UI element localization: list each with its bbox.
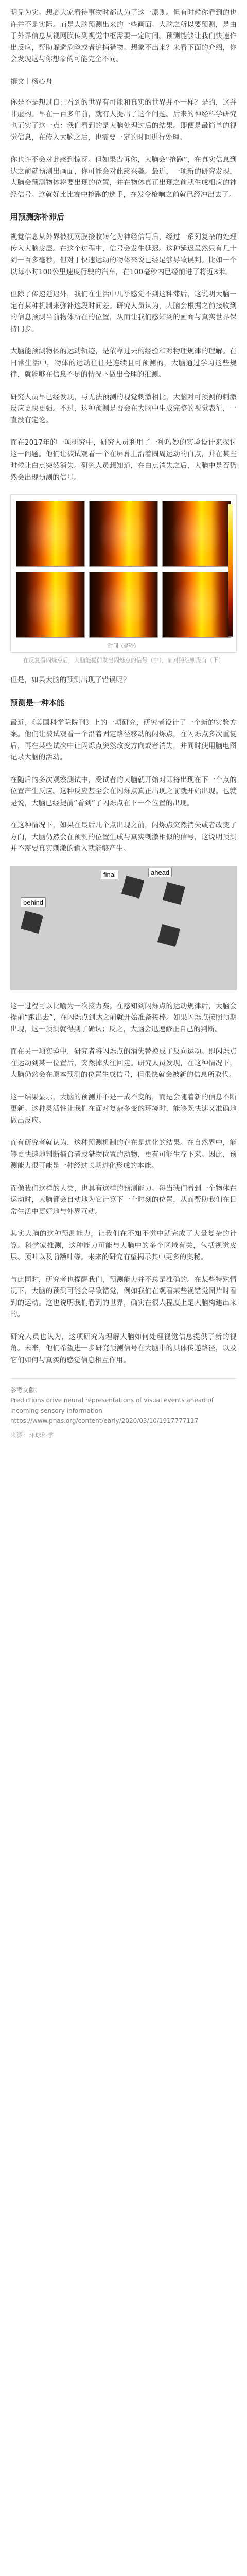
body-paragraph: 研究人员也认为，这项研究为理解大脑如何处理视觉信息提供了新的视角。未来，他们希望进一步研究预测信号在大脑中的具体传递路径，以及它们如何与真实的感觉信息相互作用。 xyxy=(10,1332,237,1364)
author-line: 撰文丨杨心舟 xyxy=(10,77,53,86)
body-paragraph: 你也许不会对此感到惊讶。但如果告诉你，大脑会“抢跑”，在真实信息到达之前就预测出画面，你可能会对此感兴趣。最近，一项新的研究发现，大脑会预测物体将要出现的位置，并在物体真正出现之前就生成相应的神经信号。这就好比比赛中抢跑的选手，在发令枪响之前就已经冲出去了。 xyxy=(10,156,237,199)
body-paragraph: 其实大脑的这种预测能力，让我们在不知不觉中就完成了大量复杂的计算。科学家推测，这种能力可能与大脑中的多个区域有关，包括视觉皮层、顶叶以及前额叶等。未来的研究有望揭示其中更多的奥秘。 xyxy=(10,1230,237,1261)
reference-link[interactable]: https://www.pnas.org/content/early/2020/03/10/1917777117 xyxy=(10,1417,199,1425)
body-paragraph: 大脑能预测物体的运动轨迹，是依靠过去的经验和对物理规律的理解。在日常生活中，物体的运动往往是连续且可预测的，大脑通过学习这些规律，就能够在信息不足的情况下做出合理的推测。 xyxy=(10,347,237,379)
body-paragraph: 而像我们这样的人类，也具有这样的预测能力。每当我们看到一个物体在运动时，大脑都会自动地为它计算下一个时刻的位置，从而帮助我们在日常生活中更好地与外界互动。 xyxy=(10,1184,237,1216)
label-final: final xyxy=(101,870,118,879)
heatmap-panel xyxy=(162,572,231,638)
body-paragraph: 你是不是想过自己看到的世界有可能和真实的世界并不一样？是的，这并非虚构。早在一百多年前，就有人提出了这个问题。后来的神经科学研究也证实了这一点：我们看到的是大脑处理过后的结果。即便是最简单的视觉信息，在传入大脑之后，也需要一定的时间进行处理。 xyxy=(10,98,237,142)
section-title-2: 预测是一种本能 xyxy=(10,698,65,707)
body-paragraph: 视觉信息从外界被视网膜接收转化为神经信号后，经过一系列复杂的处理传入大脑皮层。在这个过程中，信号会发生延迟。这种延迟虽然只有几十到一百多毫秒，但对于快速运动的物体来说已经足够导致误判。比如一个以每小时100公里速度行驶的汽车，在100毫秒内已经前进了将近3米。 xyxy=(10,233,237,276)
label-ahead: ahead xyxy=(148,868,172,877)
experiment-photo xyxy=(10,866,237,990)
figure-caption: 在反复看闪烁点后，大脑能提前发出闪烁点的信号（中），而对照组则没有（下） xyxy=(23,657,224,664)
axis-note: 时间（毫秒） xyxy=(108,643,139,649)
body-paragraph: 在这种情况下，如果在最后几个点出现之前，闪烁点突然消失或者改变了方向，大脑仍然会在预测的位置生成与真实刺激相似的信号，这说明预测并不需要真实刺激的输入就能够产生。 xyxy=(10,821,237,853)
body-paragraph: 这一结果显示，大脑的预测并不是一成不变的，而是会随着新的信息不断更新。这种灵活性让我们在面对复杂多变的环境时，能够既快速又准确地做出反应。 xyxy=(10,1093,237,1125)
stimulus-card xyxy=(21,910,43,933)
stimulus-card xyxy=(163,882,185,904)
stimulus-card xyxy=(157,924,180,946)
heatmap-panel xyxy=(89,572,158,638)
source-line: 来源：环球科学 xyxy=(10,1432,54,1439)
body-paragraph: 而在另一项实验中，研究者将闪烁点的消失替换成了反向运动。即闪烁点在运动到某一位置后，突然掉头往回走。研究人员发现，在这种情况下，大脑仍然会在原本预测的位置生成信号，但很快就会被新的信息所取代。 xyxy=(10,1047,237,1079)
section-title-1: 用预测弥补滞后 xyxy=(10,212,65,222)
figure-1 xyxy=(10,494,237,664)
heatmap-panel xyxy=(16,572,85,638)
colorbar xyxy=(228,504,233,637)
label-behind: behind xyxy=(21,897,46,907)
body-paragraph: 与此同时，研究者也提醒我们，预测能力并不总是准确的。在某些特殊情况下，大脑的预测可能会导致错觉，例如我们在观看某些视错觉图片时看到的运动。这也说明我们看到的世界，确实在很大程度上是大脑构建出来的。 xyxy=(10,1275,237,1318)
body-paragraph: 这一过程可以比喻为一次接力赛。在感知到闪烁点的运动规律后，大脑会提前“跑出去”，在闪烁点到达之前就开始准备接棒。如果闪烁点按照预期出现，这一预测就得到了确认；反之，大脑会迅速修正自己的判断。 xyxy=(10,1002,237,1033)
body-paragraph: 研究人员早已经发现，与无法预测的视觉刺激相比，大脑对可预测的刺激反应更快更强。不过，这种预测是否会在大脑中生成完整的视觉表征，一直没有定论。 xyxy=(10,393,237,425)
figure-2 xyxy=(10,866,237,990)
heatmap-panel xyxy=(162,501,231,567)
body-paragraph: 而有研究者就认为，这种预测机制的存在是进化的结果。在自然界中，能够更快速地判断捕食者或猎物位置的动物，更有可能生存下来。因此，预测能力很可能是一种经过长期进化形成的本能。 xyxy=(10,1139,237,1170)
stimulus-card xyxy=(121,875,144,898)
heatmap-panel xyxy=(89,501,158,567)
heatmap-panel xyxy=(16,501,85,567)
heatmap-figure xyxy=(10,494,237,653)
divider xyxy=(10,1378,237,1379)
reference-title: Predictions drive neural representations of visual events ahead of incoming sensory information xyxy=(10,1397,214,1414)
body-paragraph: 但是，如果大脑的预测出现了错误呢？ xyxy=(10,676,130,684)
references xyxy=(10,1385,237,1440)
body-paragraph: 最近，《美国科学院院刊》上的一项研究，研究者设计了一个新的实验方案。他们让被试观看一个沿着固定路径移动的闪烁点，在闪烁点多次重复后，再在某些试次中让闪烁点突然改变方向或者消失，并同时使用脑电图记录大脑的活动。 xyxy=(10,718,237,761)
heatmap-grid xyxy=(16,501,231,638)
body-paragraph: 而在2017年的一项研究中，研究人员利用了一种巧妙的实验设计来探讨这一问题。他们让被试观看一个在屏幕上沿着圆周运动的白点，并在某些时候让白点突然消失。研究人员想知道，在白点消失之后，大脑中是否仍然会出现预测的信号。 xyxy=(10,438,237,482)
body-paragraph: 但除了传递延迟外，我们在生活中几乎感觉不到这种滞后，这说明大脑一定有某种机制来弥补这段时间差。研究人员认为，大脑会根据之前接收到的信息预测当前物体所在的位置，从而让我们感知到的画面与真实世界保持同步。 xyxy=(10,290,237,333)
references-label: 参考文献： xyxy=(10,1386,42,1394)
body-paragraph: 在随后的多次观察测试中，受试者的大脑就开始对即将出现在下一个点的位置产生反应。这种反应甚至会在闪烁点真正出现之前就开始出现。也就是说，大脑已经提前“看到”了闪烁点在下一个位置的出现。 xyxy=(10,775,237,807)
intro-paragraph: 明见为实。想必大家看待事物时都认为了这一原则。但有时候你看到的也许并不是实际。而是大脑预测出来的一些画面。大脑之所以要预测，是由于外界信息从视网膜传到视觉中枢需要一定时间。预测能够让我们快速作出反应，帮助躲避危险或者追捕猎物。想象不出来？来看下面的介绍，你会发现这与你想象的可能完全不同。 xyxy=(10,9,237,63)
